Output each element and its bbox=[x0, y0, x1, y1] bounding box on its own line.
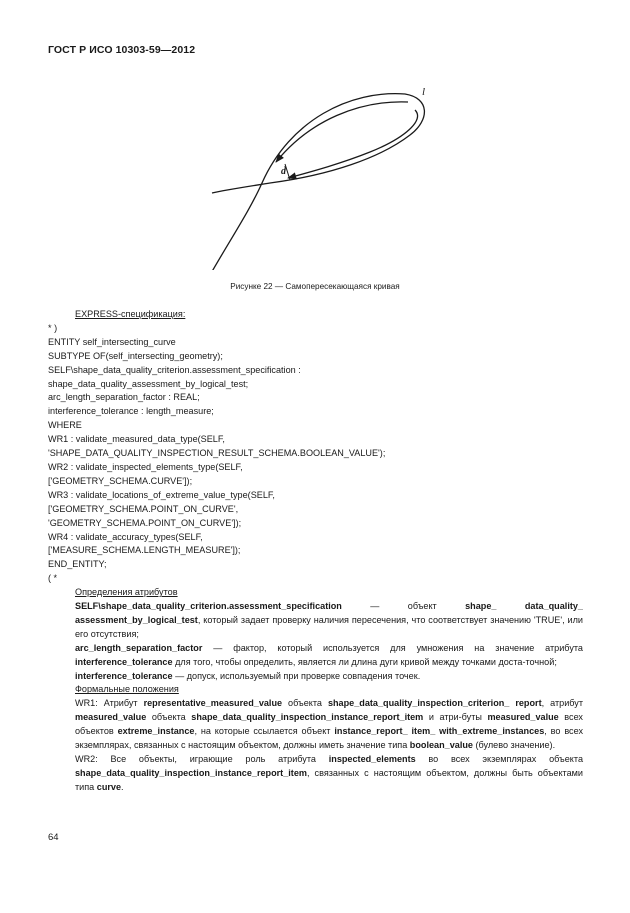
rule-text: . bbox=[121, 781, 124, 792]
express-title: EXPRESS-спецификация: bbox=[75, 309, 186, 319]
rule-text: (булево значение). bbox=[472, 740, 556, 751]
attr-term: shape_ data_quality_ assessment_by_logical_test bbox=[75, 601, 583, 625]
figure-caption: Рисунке 22 — Самопересекающаяся кривая bbox=[230, 282, 400, 291]
code-line: 'SHAPE_DATA_QUALITY_INSPECTION_RESULT_SCHEMA.BOOLEAN_VALUE'); bbox=[48, 448, 386, 459]
code-line: WR4 : validate_accuracy_types(SELF, bbox=[48, 531, 203, 542]
rule-term: shape_data_quality_inspection_instance_report_item bbox=[191, 712, 424, 723]
return-arrow bbox=[288, 110, 418, 178]
rule-term: instance_report_ item_ with_extreme_instances bbox=[334, 726, 545, 737]
code-line: SUBTYPE OF(self_intersecting_geometry); bbox=[48, 350, 223, 361]
code-line: WHERE bbox=[48, 420, 82, 431]
attribute-paragraph-2 bbox=[48, 642, 583, 670]
rule-text: во всех экземплярах объекта bbox=[415, 754, 583, 764]
code-line: END_ENTITY; bbox=[48, 559, 107, 570]
code-line: SELF\shape_data_quality_criterion.assessment_specification : bbox=[48, 364, 301, 375]
rule-text: объекта bbox=[282, 698, 328, 709]
rule-text: и атри-буты bbox=[423, 712, 488, 723]
code-line: interference_tolerance : length_measure; bbox=[48, 406, 214, 417]
page-number: 64 bbox=[48, 832, 59, 843]
code-line: WR1 : validate_measured_data_type(SELF, bbox=[48, 434, 225, 445]
code-line: shape_data_quality_assessment_by_logical_test; bbox=[48, 378, 249, 389]
attr-term: interference_tolerance bbox=[75, 656, 173, 667]
rule-term: measured_value bbox=[487, 712, 559, 723]
code-line: WR3 : validate_locations_of_extreme_value_type(SELF, bbox=[48, 489, 275, 500]
rule-text: всех объектов bbox=[75, 712, 583, 737]
rule-term: curve bbox=[96, 781, 122, 792]
document-header: ГОСТ Р ИСО 10303-59—2012 bbox=[48, 44, 196, 56]
code-line: ENTITY self_intersecting_curve bbox=[48, 336, 176, 347]
attribute-paragraph-3 bbox=[48, 670, 583, 684]
rule-text: , во всех экземплярах, связанных с настоящим объектом, должны иметь значение типа bbox=[75, 726, 584, 751]
attr-term: SELF\shape_data_quality_criterion.assessment_specification bbox=[75, 601, 342, 612]
rule-text: , на которые ссылается объект bbox=[194, 726, 335, 737]
attr-term: arc_length_separation_factor bbox=[75, 642, 203, 653]
attr-text: — объект bbox=[341, 601, 466, 612]
label-d: d bbox=[281, 166, 286, 177]
code-line: ['GEOMETRY_SCHEMA.POINT_ON_CURVE', bbox=[48, 503, 239, 514]
rule-text: , связанных с настоящим объектом, должны быть объектами типа bbox=[75, 767, 583, 792]
curve-diagram bbox=[200, 80, 440, 270]
code-line: ['MEASURE_SCHEMA.LENGTH_MEASURE']); bbox=[48, 545, 241, 556]
attr-text: — допуск, используемый при проверке совпадения точек. bbox=[172, 670, 421, 681]
label-l: l bbox=[422, 86, 426, 98]
rule-term: extreme_instance bbox=[117, 726, 195, 737]
figure-self-intersecting-curve bbox=[200, 80, 440, 270]
rule-term: shape_data_quality_inspection_criterion_ report bbox=[327, 698, 542, 709]
rule-text: WR2: Все объекты, играющие роль атрибута bbox=[75, 754, 329, 764]
attributes-heading: Определения атрибутов bbox=[75, 587, 178, 598]
rule-term: representative_measured_value bbox=[143, 698, 283, 709]
rule-term: inspected_elements bbox=[328, 754, 416, 764]
code-line: 'GEOMETRY_SCHEMA.POINT_ON_CURVE']); bbox=[48, 517, 242, 528]
curve-path bbox=[210, 94, 424, 270]
rule-text: объекта bbox=[146, 712, 192, 723]
attr-text: , который задает проверку наличия пересечения, что соответствует значению 'TRUE', или его отсутствия; bbox=[75, 614, 583, 639]
code-line: ['GEOMETRY_SCHEMA.CURVE']); bbox=[48, 475, 193, 486]
formal-heading: Формальные положения bbox=[75, 684, 179, 695]
rule-text: , атрибут bbox=[541, 698, 584, 709]
rule-wr2 bbox=[48, 753, 583, 795]
code-line: * ) bbox=[48, 322, 58, 333]
code-line: arc_length_separation_factor : REAL; bbox=[48, 392, 200, 403]
code-line: WR2 : validate_inspected_elements_type(SELF, bbox=[48, 461, 243, 472]
attr-text: — фактор, который используется для умножения на значение атрибута bbox=[202, 642, 583, 653]
rule-term: boolean_value bbox=[409, 740, 473, 751]
code-line: ( * bbox=[48, 573, 58, 584]
rule-term: measured_value bbox=[75, 712, 147, 723]
document-body bbox=[48, 308, 583, 795]
attr-term: interference_tolerance bbox=[75, 670, 173, 681]
rule-wr1 bbox=[48, 697, 583, 753]
attribute-paragraph-1 bbox=[48, 600, 583, 642]
direction-arrow bbox=[276, 102, 408, 162]
rule-text: WR1: Атрибут bbox=[75, 698, 144, 709]
rule-term: shape_data_quality_inspection_instance_report_item bbox=[75, 767, 307, 778]
attr-text: для того, чтобы определить, является ли длина дуги кривой между точками доста-точной; bbox=[172, 656, 557, 667]
